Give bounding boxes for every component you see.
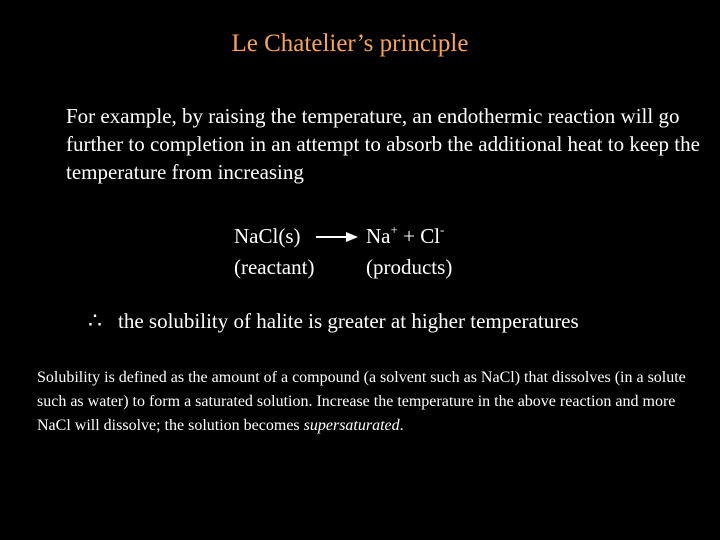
- conclusion-line: [88, 308, 579, 334]
- reactant-formula: NaCl(s): [234, 224, 301, 248]
- reaction-arrow-icon: [316, 230, 358, 244]
- chloride-ion: Cl: [420, 224, 441, 248]
- reactant-label: (reactant): [234, 255, 315, 279]
- plus-sign: +: [397, 224, 421, 248]
- slide-title: Le Chatelier’s principle: [231, 30, 469, 57]
- chloride-charge: -: [440, 222, 445, 237]
- definition-emphasis: supersaturated: [303, 417, 400, 434]
- intro-paragraph: For example, by raising the temperature, an endothermic reaction will go further to completion in an attempt to absorb the additional heat to keep the temperature from increasing: [66, 104, 700, 184]
- sodium-charge: +: [390, 222, 398, 237]
- definition-end: .: [399, 417, 404, 434]
- therefore-symbol: ∴: [88, 308, 102, 333]
- definition-text: Solubility is defined as the amount of a compound (a solvent such as NaCl) that dissolves (in a solute such as water) to form a saturated solution. Increase the temperature in the above reaction and more NaCl will dissolve; the solution becomes: [37, 369, 686, 434]
- products-formula: [366, 224, 444, 249]
- conclusion-text: the solubility of halite is greater at higher temperatures: [118, 309, 579, 333]
- products-label: (products): [366, 255, 453, 279]
- definition-paragraph: [37, 366, 687, 438]
- sodium-ion: Na: [366, 224, 391, 248]
